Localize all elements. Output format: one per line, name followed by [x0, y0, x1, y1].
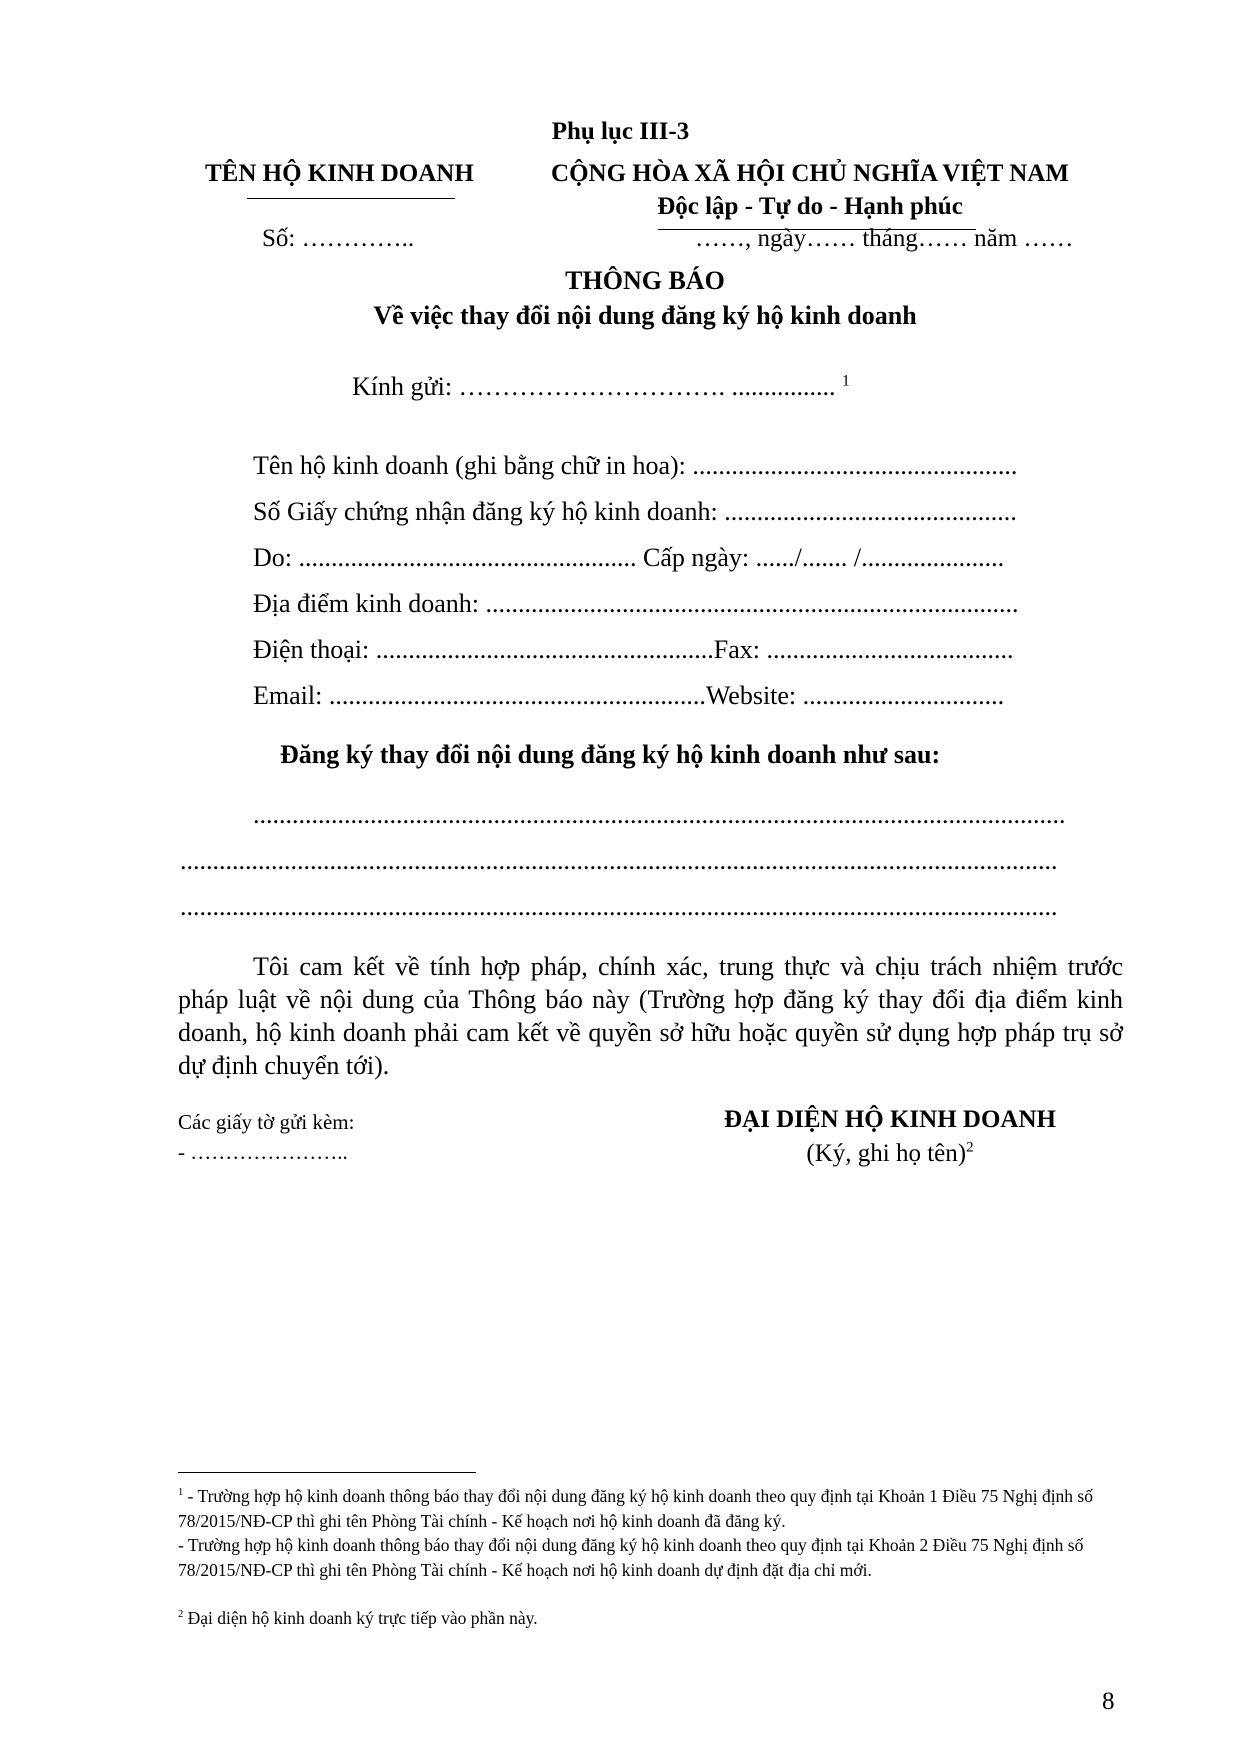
footnote-1-text-a: - Trường hợp hộ kinh doanh thông báo thay đổi nội dung đăng ký hộ kinh doanh theo quy định tại Khoản 1 Điều 75 Nghị định số 78/2015/NĐ-CP thì ghi tên Phòng Tài chính - Kế hoạch nơi hộ kinh doanh đã đăng ký.: [178, 1486, 1093, 1531]
notice-subtitle: Về việc thay đổi nội dung đăng ký hộ kinh doanh: [373, 301, 917, 330]
field-fax: Fax: ......................................: [713, 635, 1014, 664]
notice-title: THÔNG BÁO: [565, 266, 725, 295]
footnote-2: [178, 1606, 1133, 1631]
footnote-ref-1: 1: [842, 372, 850, 390]
signature-title: ĐẠI DIỆN HỘ KINH DOANH: [724, 1106, 1056, 1133]
footnote-1: [178, 1484, 1133, 1533]
business-name-heading: TÊN HỘ KINH DOANH: [205, 160, 474, 187]
signature-note: (Ký, ghi họ tên): [806, 1140, 967, 1167]
recipient-line: [352, 372, 850, 402]
field-online-row: [253, 681, 1123, 711]
commitment-paragraph: Tôi cam kết về tính hợp pháp, chính xác, trung thực và chịu trách nhiệm trước pháp luật về nội dung của Thông báo này (Trường hợp đăng ký thay đổi địa điểm kinh doanh, hộ kinh doanh phải cam kết về quyền sở hữu hoặc quyền sử dụng hợp pháp trụ sở dự định chuyển tới).: [178, 952, 1123, 1080]
field-website: Website: ...............................: [705, 681, 1005, 710]
recipient-text: Kính gửi: …………………………. ................: [352, 372, 836, 401]
page-number: 8: [1102, 1688, 1115, 1715]
field-phone: Điện thoại: ....................................................: [253, 635, 714, 664]
document-date: ……, ngày…… tháng…… năm ……: [695, 225, 1074, 252]
change-section-heading: Đăng ký thay đổi nội dung đăng ký hộ kinh doanh như sau:: [280, 740, 941, 769]
signature-note-line: [680, 1140, 1100, 1168]
change-line: .......................................................................................................................................: [180, 846, 1058, 875]
footnote-1-mark: 1: [178, 1487, 184, 1499]
field-email: Email: ..........................................................: [253, 681, 706, 710]
field-contact-row: [253, 635, 1123, 665]
field-certificate-number: Số Giấy chứng nhận đăng ký hộ kinh doanh: .............................................: [253, 497, 1017, 526]
country-name: CỘNG HÒA XÃ HỘI CHỦ NGHĨA VIỆT NAM: [551, 160, 1069, 187]
business-name-underline: [247, 198, 455, 199]
footnote-separator: [178, 1472, 476, 1473]
attachments-item: - …………………..: [178, 1140, 348, 1164]
document-number: Số: …………..: [262, 225, 415, 252]
field-issued-row: [253, 543, 1123, 573]
field-business-name: Tên hộ kinh doanh (ghi bằng chữ in hoa): ..................................................: [253, 451, 1018, 480]
change-line: .............................................................................................................................: [253, 800, 1066, 829]
field-issued-by: Do: ....................................................: [253, 543, 637, 572]
field-business-location: Địa điểm kinh doanh: ..................................................................................: [253, 589, 1019, 618]
footnote-2-mark: 2: [178, 1609, 184, 1621]
change-line: .......................................................................................................................................: [180, 892, 1058, 921]
field-issued-date: Cấp ngày: ....../....... /......................: [643, 543, 1005, 572]
attachments-label: Các giấy tờ gửi kèm:: [178, 1110, 355, 1134]
national-motto: Độc lập - Tự do - Hạnh phúc: [657, 193, 963, 220]
footnote-1-b: - Trường hợp hộ kinh doanh thông báo thay đổi nội dung đăng ký hộ kinh doanh theo quy định tại Khoản 2 Điều 75 Nghị định số 78/2015/NĐ-CP thì ghi tên Phòng Tài chính - Kế hoạch nơi hộ kinh doanh dự định đặt địa chỉ mới.: [178, 1535, 1084, 1580]
appendix-label: Phụ lục III-3: [551, 118, 690, 145]
footnote-2-text: Đại diện hộ kinh doanh ký trực tiếp vào phần này.: [183, 1608, 538, 1628]
footnote-ref-2: 2: [966, 1139, 974, 1156]
